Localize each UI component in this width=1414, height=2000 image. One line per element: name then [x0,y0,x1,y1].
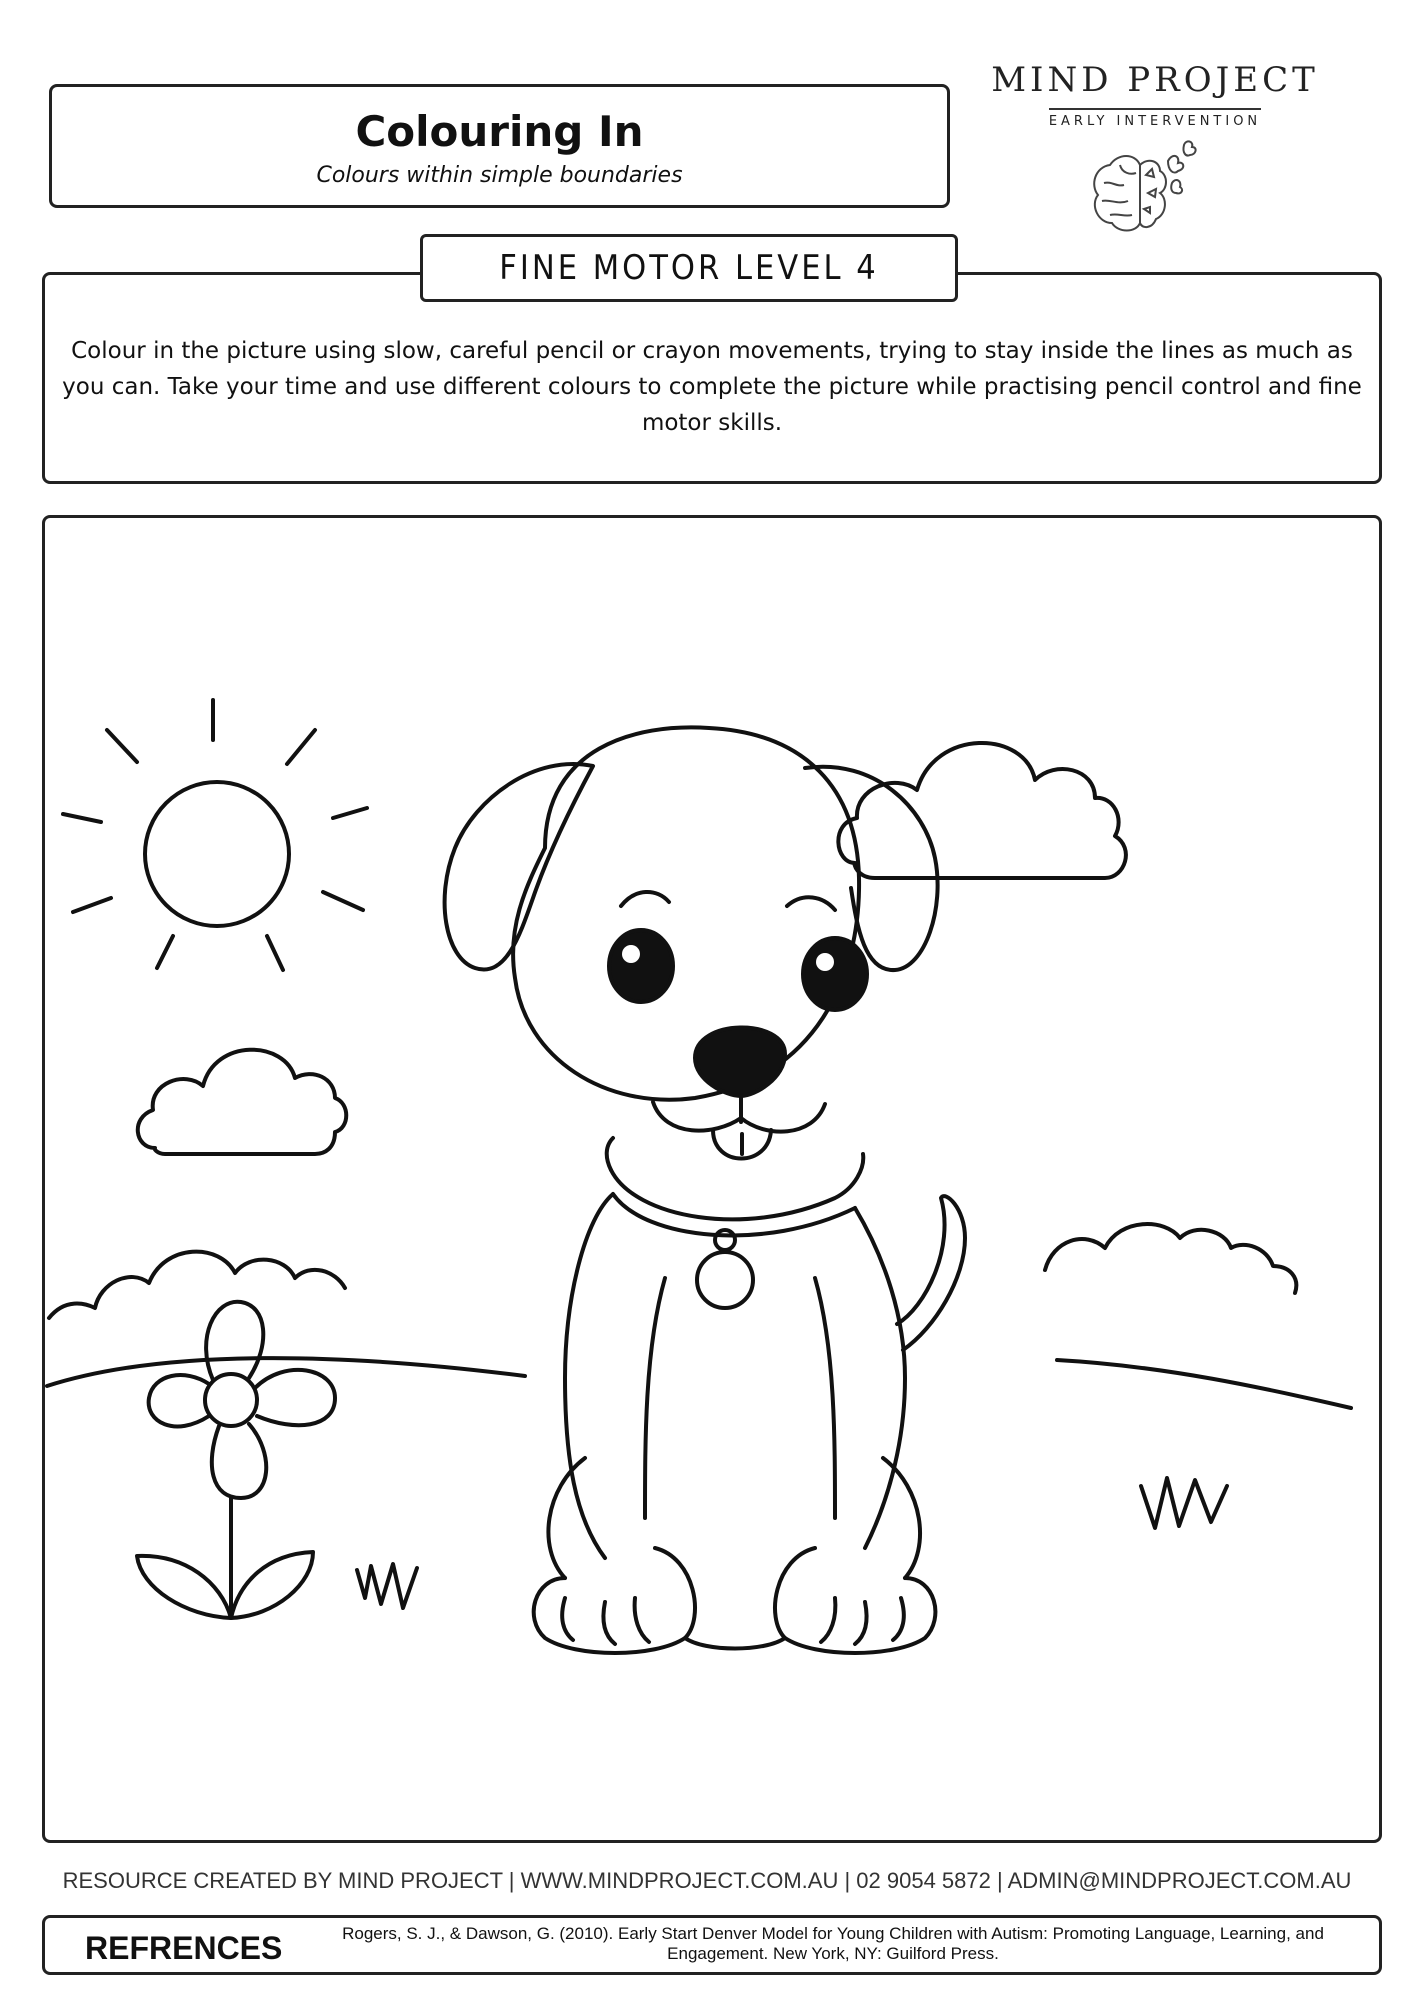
colouring-picture [42,515,1382,1843]
logo-tagline: EARLY INTERVENTION [1049,108,1261,129]
grass-icon [357,1564,417,1608]
bush-icon [49,1252,345,1318]
bush-icon [1045,1224,1296,1293]
colouring-illustration [45,518,1379,1840]
grass-icon [1141,1478,1227,1528]
level-label: FINE MOTOR LEVEL 4 [499,248,879,288]
footer-credit: RESOURCE CREATED BY MIND PROJECT | WWW.MINDPROJECT.COM.AU | 02 9054 5872 | ADMIN@MINDPROJECT.COM.AU [62,1868,1352,1893]
cloud-icon [838,743,1126,878]
brain-butterflies-icon [1080,135,1230,245]
page-title: Colouring In [355,107,644,156]
logo [990,60,1320,260]
instructions-text: Colour in the picture using slow, careful pencil or crayon movements, trying to stay inside the lines as much as you can. Take your time and use different colours to complete the picture while practising pencil control and fine motor skills. [62,338,1362,436]
flower-icon [137,1302,335,1618]
logo-brand: MIND PROJECT [991,60,1319,100]
references-text: Rogers, S. J., & Dawson, G. (2010). Early Start Denver Model for Young Children with Autism: Promoting Language, Learning, and Engagement. New York, NY: Guilford Press. [342,1924,1324,1963]
instructions-box [42,272,1382,484]
hill [1057,1360,1351,1408]
title-box [49,84,950,208]
sun-icon [63,700,367,970]
references-label: REFRENCES [85,1930,283,1966]
level-tab [420,234,958,302]
references-box [42,1915,1382,1975]
cloud-icon [138,1050,346,1154]
puppy-icon [445,727,965,1653]
page-subtitle: Colours within simple boundaries [316,163,683,188]
